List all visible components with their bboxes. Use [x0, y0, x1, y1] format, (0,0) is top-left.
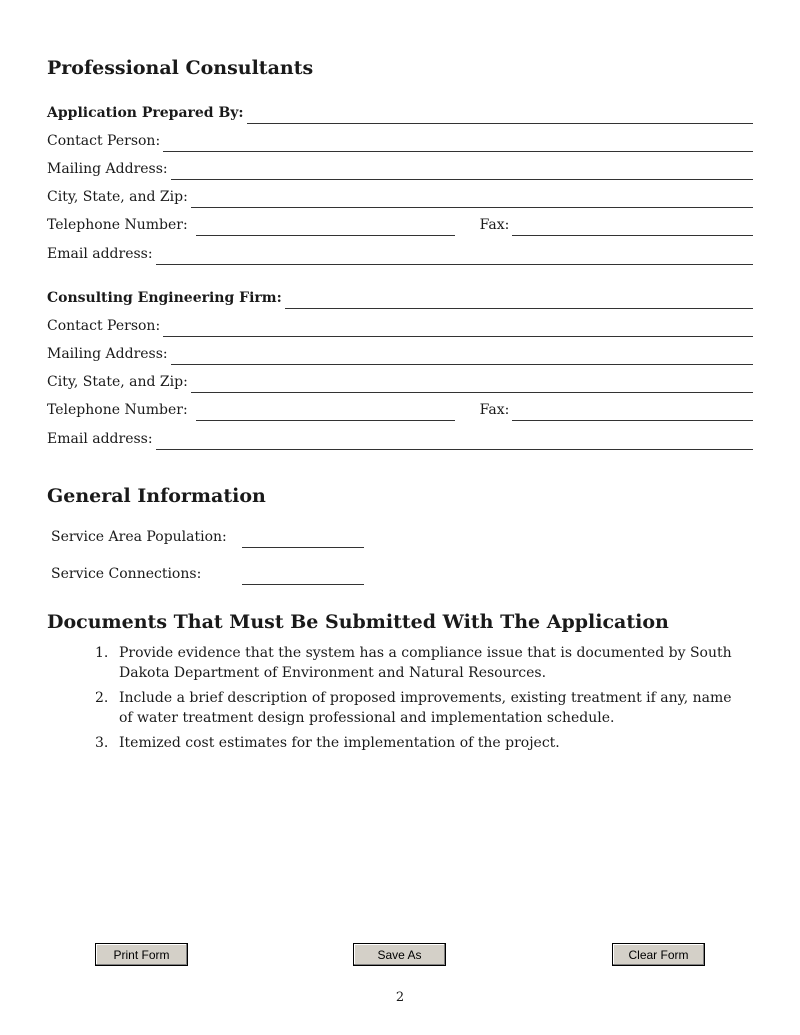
section-title-general: General Information [47, 485, 266, 507]
mailing-address-input[interactable] [171, 159, 753, 180]
label: Telephone Number: [47, 217, 188, 233]
mailing-row [47, 343, 753, 365]
label: Contact Person: [47, 133, 161, 149]
firm-city-state-zip-input[interactable] [191, 372, 753, 393]
label: Application Prepared By: [47, 105, 244, 121]
list-item [95, 688, 745, 728]
email-row [47, 243, 753, 265]
city-state-zip-input[interactable] [191, 187, 753, 208]
label: Email address: [47, 246, 153, 262]
contact-row [47, 315, 753, 337]
firm-email-input[interactable] [156, 429, 753, 450]
phone-row [47, 214, 753, 236]
connections-input[interactable] [242, 564, 364, 585]
label: Telephone Number: [47, 402, 188, 418]
prepared-by-input[interactable] [247, 103, 753, 124]
mailing-row [47, 158, 753, 180]
label: Consulting Engineering Firm: [47, 290, 282, 306]
label: Fax: [479, 402, 510, 418]
clear-form-button[interactable]: Clear Form [612, 943, 705, 966]
telephone-input[interactable] [196, 215, 455, 236]
phone-row [47, 399, 753, 421]
label: Mailing Address: [47, 346, 168, 362]
engineering-firm-input[interactable] [285, 288, 753, 309]
firm-contact-person-input[interactable] [163, 316, 753, 337]
item-number: 2. [95, 690, 109, 706]
label: Contact Person: [47, 318, 161, 334]
item-text: Provide evidence that the system has a compliance issue that is documented by South Dakota Department of Environment and Natural Resources. [119, 645, 732, 681]
list-item [95, 643, 745, 683]
connections-row [51, 563, 201, 585]
label: Service Area Population: [51, 529, 227, 545]
save-as-button[interactable]: Save As [353, 943, 446, 966]
list-item [95, 733, 745, 753]
prepared-by-row [47, 102, 753, 124]
label: City, State, and Zip: [47, 189, 188, 205]
firm-mailing-address-input[interactable] [171, 344, 753, 365]
population-row [51, 526, 227, 548]
item-number: 3. [95, 735, 109, 751]
section-title-documents: Documents That Must Be Submitted With The Application [47, 611, 669, 633]
engineering-firm-row [47, 287, 753, 309]
item-text: Include a brief description of proposed improvements, existing treatment if any, name of water treatment design professional and implementation schedule. [119, 690, 732, 726]
print-form-button[interactable]: Print Form [95, 943, 188, 966]
label: Fax: [479, 217, 510, 233]
item-text: Itemized cost estimates for the implementation of the project. [119, 735, 560, 751]
label: Mailing Address: [47, 161, 168, 177]
label: City, State, and Zip: [47, 374, 188, 390]
email-row [47, 428, 753, 450]
firm-fax-input[interactable] [512, 400, 753, 421]
label: Email address: [47, 431, 153, 447]
firm-telephone-input[interactable] [196, 400, 455, 421]
fax-input[interactable] [512, 215, 753, 236]
documents-list [95, 643, 745, 758]
page-number: 2 [395, 990, 405, 1005]
email-input[interactable] [156, 244, 753, 265]
city-row [47, 371, 753, 393]
contact-row [47, 130, 753, 152]
contact-person-input[interactable] [163, 131, 753, 152]
item-number: 1. [95, 645, 109, 661]
city-row [47, 186, 753, 208]
section-title-consultants: Professional Consultants [47, 57, 314, 79]
population-input[interactable] [242, 527, 364, 548]
label: Service Connections: [51, 566, 202, 582]
